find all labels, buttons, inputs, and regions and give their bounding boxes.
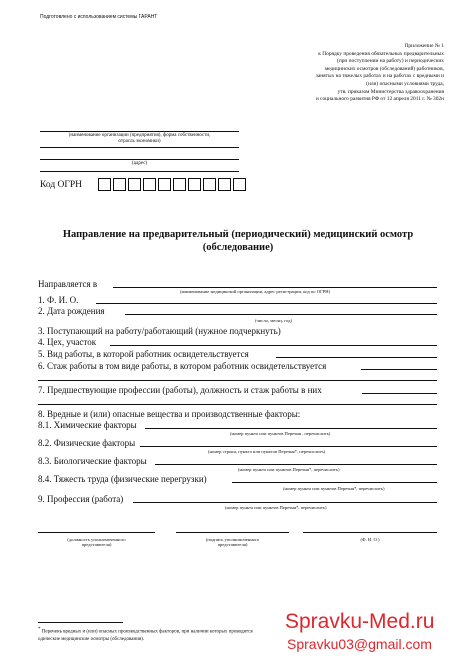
experience-label: 6. Стаж работы в том виде работы, в котором работник освидетельствуется bbox=[38, 361, 327, 371]
appendix-line: медицинских осмотров (обследований) работников, bbox=[324, 65, 444, 72]
footnote-line-1 bbox=[38, 626, 308, 636]
hazards-label: 8. Вредные и (или) опасные вещества и производственные факторы: bbox=[38, 409, 301, 419]
name-caption: (Ф. И. О.) bbox=[360, 537, 380, 542]
experience-line[interactable] bbox=[361, 369, 437, 370]
ogrn-cell[interactable] bbox=[113, 178, 126, 191]
ogrn-cell[interactable] bbox=[143, 178, 156, 191]
labor-caption: (номер пункта или пунктов Перечня*, перечислить) bbox=[283, 486, 385, 491]
profession-label: 9. Профессия (работа) bbox=[38, 494, 124, 504]
fio-line[interactable] bbox=[96, 303, 437, 304]
watermark-email: Spravku03@gmail.com bbox=[287, 636, 432, 652]
physical-label: 8.2. Физические факторы bbox=[38, 438, 136, 448]
position-caption-1: (должность уполномоченного bbox=[67, 537, 126, 542]
directed-to-caption: (наименование медицинской организации, адрес регистрации, код по ОГРН) bbox=[180, 289, 331, 294]
watermark-site: Spravku-Med.ru bbox=[285, 610, 435, 633]
appendix-line: (или) опасными условиями труда, bbox=[366, 80, 444, 87]
appendix-line: Приложение № 1 bbox=[404, 43, 444, 49]
biological-line[interactable] bbox=[155, 464, 437, 465]
signature-line[interactable] bbox=[176, 532, 289, 533]
title-line-2: (обследование) bbox=[202, 242, 274, 253]
ogrn-cell[interactable] bbox=[218, 178, 231, 191]
system-note: Подготовлено с использованием системы ГАРАНТ bbox=[40, 14, 158, 20]
chemical-line[interactable] bbox=[145, 428, 437, 429]
chemical-caption: (номер пункта или пунктов Перечня , перечислить) bbox=[230, 431, 331, 436]
appendix-header bbox=[184, 43, 444, 104]
work-type-line[interactable] bbox=[276, 357, 437, 358]
hired-label: 3. Поступающий на работу/работающий (нужное подчеркнуть) bbox=[38, 326, 281, 336]
work-type-label: 5. Вид работы, в которой работник освидетельствуется bbox=[38, 349, 249, 359]
footnote-text-1: Перечень вредных и (или) опасных производственных факторов, при наличии которых проводятся bbox=[41, 629, 253, 635]
footnote-line-2: одические медицинские осмотры (обследования). bbox=[38, 636, 145, 642]
ogrn-cells[interactable] bbox=[98, 178, 248, 192]
profession-caption: (номер пункта или пунктов Перечня*, перечислить) bbox=[225, 505, 327, 510]
position-caption bbox=[38, 537, 155, 547]
appendix-line: (при поступлении на работу) и периодических bbox=[337, 58, 444, 65]
position-caption-2: представителя) bbox=[81, 542, 112, 547]
ogrn-cell[interactable] bbox=[233, 178, 246, 191]
labor-line[interactable] bbox=[232, 482, 437, 483]
name-line[interactable] bbox=[303, 532, 437, 533]
fio-label: 1. Ф. И. О. bbox=[38, 295, 79, 305]
labor-label: 8.4. Тяжесть труда (физические перегрузки) bbox=[38, 474, 207, 484]
appendix-line: к Порядку проведения обязательных предварительных bbox=[318, 50, 444, 57]
document-title bbox=[20, 228, 456, 254]
physical-line[interactable] bbox=[140, 446, 437, 447]
appendix-line: занятых на тяжелых работах и на работах с вредными и bbox=[315, 73, 444, 80]
chemical-label: 8.1. Химические факторы bbox=[38, 420, 137, 430]
signature-caption-1: (подпись уполномоченного bbox=[205, 537, 260, 542]
org-name-caption-2: отрасль экономики) bbox=[118, 139, 161, 144]
birthdate-label: 2. Дата рождения bbox=[38, 306, 105, 316]
title-line-1: Направление на предварительный (периодический) медицинский осмотр bbox=[62, 229, 414, 240]
directed-to-label: Направляется в bbox=[38, 279, 98, 289]
biological-caption: (номер пункта или пунктов Перечня*, перечислить) bbox=[238, 467, 340, 472]
prev-professions-extra-line[interactable] bbox=[38, 404, 437, 405]
experience-extra-line[interactable] bbox=[38, 380, 437, 381]
signature-caption bbox=[176, 537, 289, 547]
org-extra-line[interactable] bbox=[40, 147, 239, 148]
workshop-label: 4. Цех, участок bbox=[38, 337, 97, 347]
ogrn-label: Код ОГРН bbox=[40, 180, 83, 190]
ogrn-cell[interactable] bbox=[173, 178, 186, 191]
footnote bbox=[38, 626, 308, 643]
ogrn-cell[interactable] bbox=[203, 178, 216, 191]
footnote-divider bbox=[38, 622, 123, 623]
footnote-mark: * bbox=[38, 627, 41, 632]
ogrn-cell[interactable] bbox=[188, 178, 201, 191]
appendix-line: и социального развития РФ от 12 апреля 2011 г. № 302н bbox=[315, 96, 444, 103]
ogrn-cell[interactable] bbox=[158, 178, 171, 191]
prev-professions-label: 7. Предшествующие профессии (работы), должность и стаж работы в них bbox=[38, 385, 322, 395]
address-caption: (адрес) bbox=[131, 161, 148, 166]
biological-label: 8.3. Биологические факторы bbox=[38, 456, 147, 466]
prev-professions-line[interactable] bbox=[362, 393, 437, 394]
org-name-caption: (наименование организации (предприятия), форма собственности, bbox=[68, 133, 211, 138]
workshop-line[interactable] bbox=[110, 345, 437, 346]
address-line[interactable] bbox=[40, 159, 239, 160]
directed-to-line[interactable] bbox=[113, 287, 437, 288]
address-extra-line[interactable] bbox=[40, 171, 239, 172]
ogrn-cell[interactable] bbox=[128, 178, 141, 191]
birthdate-caption: (число, месяц, год) bbox=[255, 318, 292, 323]
ogrn-cell[interactable] bbox=[98, 178, 111, 191]
physical-caption: (номер строки, пункта или пунктов Перечня*, перечислить) bbox=[208, 449, 326, 454]
org-name-line[interactable] bbox=[40, 131, 239, 132]
position-line[interactable] bbox=[38, 532, 155, 533]
birthdate-line[interactable] bbox=[125, 314, 437, 315]
profession-line[interactable] bbox=[133, 502, 437, 503]
signature-caption-2: представителя) bbox=[217, 542, 248, 547]
appendix-line: утв. приказом Министерства здравоохранения bbox=[337, 88, 444, 95]
